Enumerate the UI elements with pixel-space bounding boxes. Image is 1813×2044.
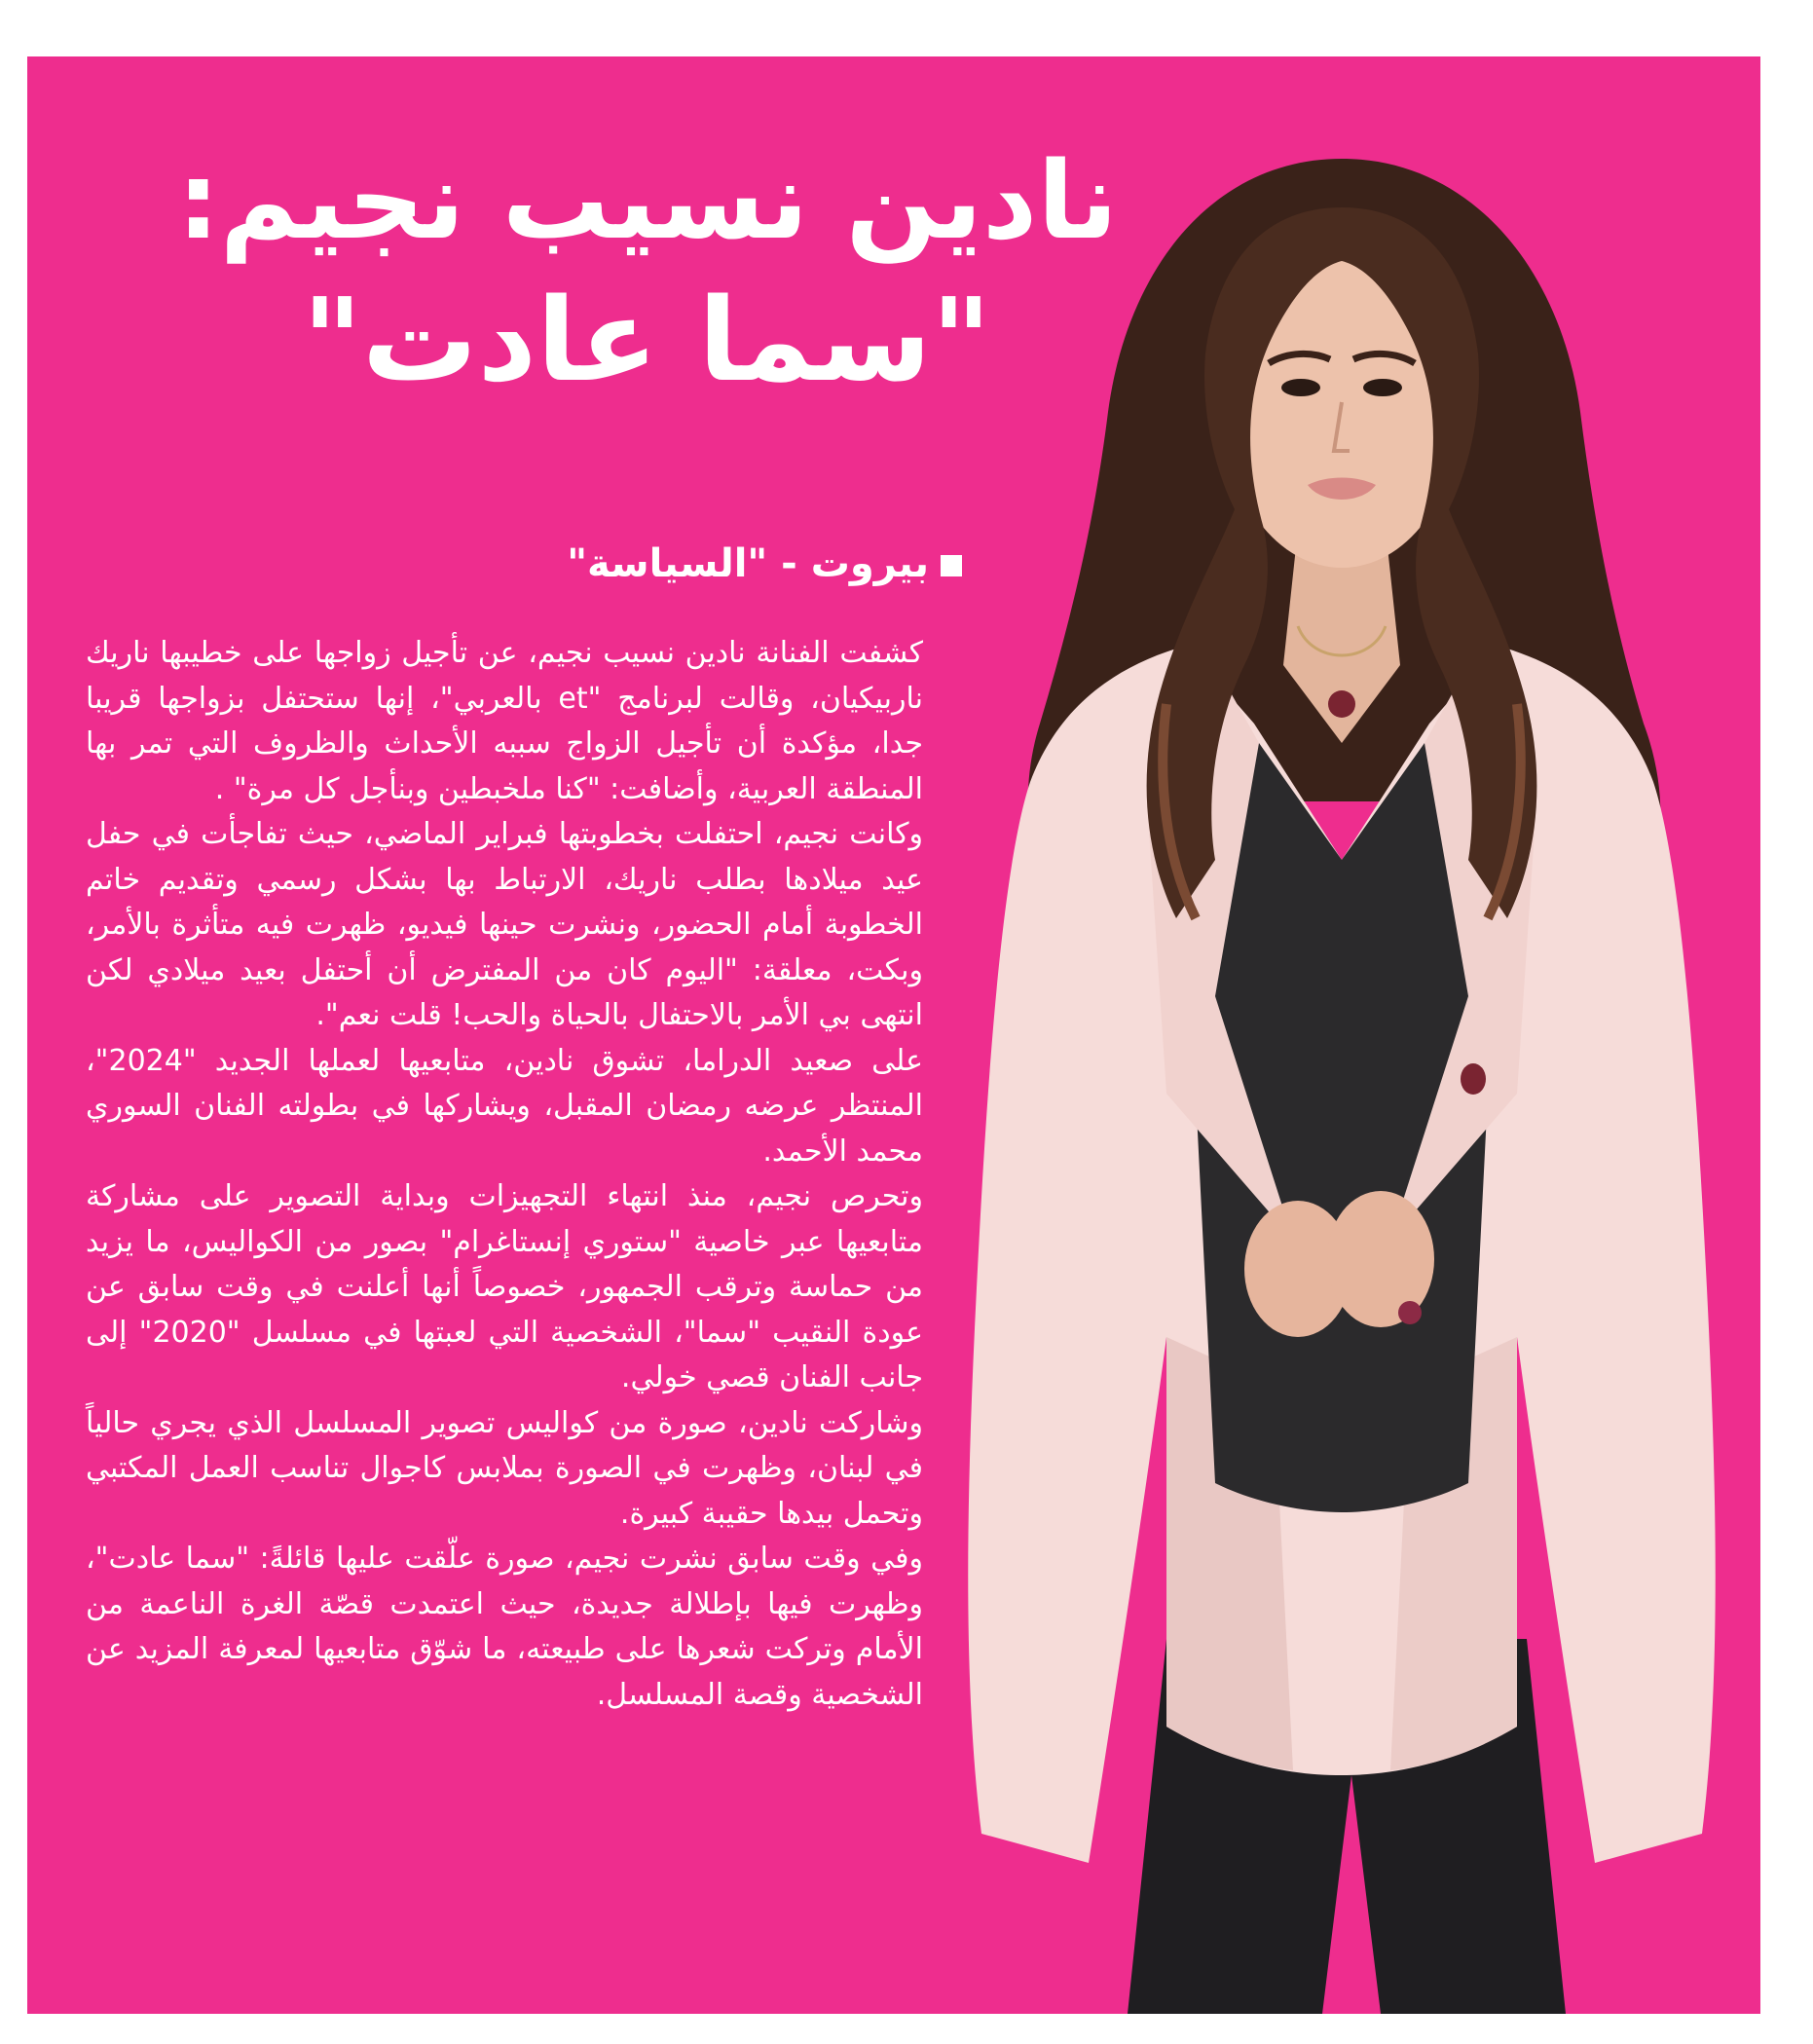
paragraph-4: وتحرص نجيم، منذ انتهاء التجهيزات وبداية التصوير على مشاركة متابعيها عبر خاصية "ستوري إنستاغرام" بصور من الكواليس، ما يزيد من حماسة وترقب الجمهور، خصوصاً أنها أعلنت في وقت سابق عن عودة النقيب "سما"، الشخصية التي لعبتها في مسلسل "2020" إلى جانب الفنان قصي خولي. <box>86 1179 923 1394</box>
paragraph-6: وفي وقت سابق نشرت نجيم، صورة علّقت عليها قائلةً: "سما عادت"، وظهرت فيها بإطلالة جديدة، حيث اعتمدت قصّة الغرة الناعمة من الأمام وتركت شعرها على طبيعته، ما شوّق متابعيها لمعرفة المزيد عن الشخصية وقصة المسلسل. <box>86 1542 923 1712</box>
article-page <box>27 56 1760 2014</box>
paragraph-5: وشاركت نادين، صورة من كواليس تصوير المسلسل الذي يجري حالياً في لبنان، وظهرت في الصورة بملابس كاجوال تناسب العمل المكتبي وتحمل بيدها حقيبة كبيرة. <box>86 1405 923 1531</box>
eye-right <box>1363 379 1402 396</box>
dateline-text: بيروت - "السياسة" <box>567 541 929 586</box>
article-body <box>86 631 923 1718</box>
paragraph-1: كشفت الفنانة نادين نسيب نجيم، عن تأجيل زواجها على خطيبها ناريك ناربيكيان، وقالت لبرنامج "et بالعربي"، إنها ستحتفل بزواجها قريبا جدا، مؤكدة أن تأجيل الزواج سببه الأحداث والظروف التي تمر بها المنطقة العربية، وأضافت: "كنا ملخبطين وبنأجل كل مرة" . <box>86 636 923 806</box>
pendant <box>1328 690 1355 718</box>
paragraph-2: وكانت نجيم، احتفلت بخطوبتها فبراير الماضي، حيث تفاجأت في حفل عيد ميلادها بطلب ناريك، الارتباط بها بشكل رسمي وتقديم خاتم الخطوبة أمام الحضور، ونشرت حينها فيديو، ظهرت فيه متأثرة بالأمر، وبكت، معلقة: "اليوم كان من المفترض أن أحتفل بعيد ميلادي لكن انتهى بي الأمر بالاحتفال بالحياة والحب! قلت نعم". <box>86 817 923 1032</box>
paragraph-3: على صعيد الدراما، تشوق نادين، متابعيها لعملها الجديد "2024"، المنتظر عرضه رمضان المقبل، ويشاركها في بطولته الفنان السوري محمد الأحمد. <box>86 1043 923 1169</box>
blazer-button <box>1461 1063 1486 1095</box>
dateline <box>567 541 962 586</box>
ring <box>1398 1301 1422 1324</box>
headline-line-1: نادين نسيب نجيم: <box>176 138 1118 263</box>
portrait-photo <box>923 120 1760 2014</box>
eye-left <box>1281 379 1320 396</box>
headline-line-2: "سما عادت" <box>302 272 991 407</box>
